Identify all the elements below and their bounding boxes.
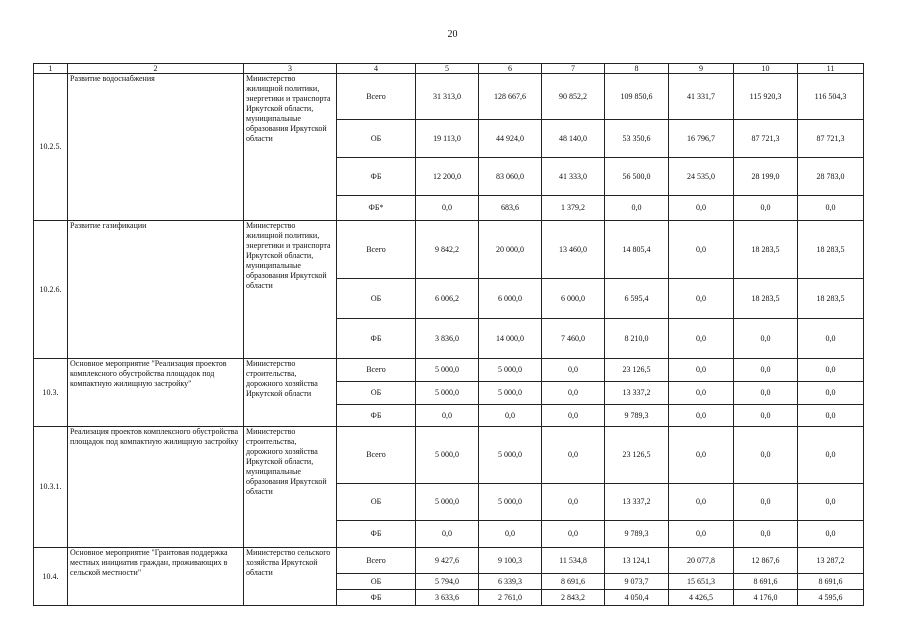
amount-cell: 7 460,0 (542, 319, 605, 359)
amount-cell: 9 842,2 (416, 221, 479, 279)
amount-cell: 18 283,5 (798, 221, 864, 279)
amount-cell: 5 000,0 (416, 382, 479, 405)
amount-cell: 15 651,3 (669, 574, 734, 590)
amount-cell: 14 805,4 (605, 221, 669, 279)
amount-cell: 0,0 (734, 196, 798, 221)
amount-cell: 8 691,6 (542, 574, 605, 590)
amount-cell: 6 000,0 (542, 279, 605, 319)
amount-cell: 56 500,0 (605, 158, 669, 196)
column-header: 5 (416, 64, 479, 74)
amount-cell: 90 852,2 (542, 74, 605, 120)
amount-cell: 20 077,8 (669, 548, 734, 574)
amount-cell: 5 794,0 (416, 574, 479, 590)
amount-cell: 6 000,0 (479, 279, 542, 319)
amount-cell: 9 073,7 (605, 574, 669, 590)
item-code: 10.2.5. (34, 74, 68, 221)
amount-cell: 115 920,3 (734, 74, 798, 120)
amount-cell: 44 924,0 (479, 120, 542, 158)
amount-cell: 0,0 (734, 484, 798, 521)
column-header: 4 (337, 64, 416, 74)
amount-cell: 0,0 (479, 521, 542, 548)
amount-cell: 5 000,0 (479, 484, 542, 521)
table-row (34, 427, 864, 484)
item-name: Основное мероприятие "Реализация проектов комплексного обустройства площадок под компактную жилищную застройку" (68, 359, 244, 427)
item-name: Реализация проектов комплексного обустройства площадок под компактную жилищную застройку (68, 427, 244, 548)
amount-cell: 0,0 (734, 427, 798, 484)
amount-cell: 0,0 (542, 521, 605, 548)
item-name: Развитие водоснабжения (68, 74, 244, 221)
amount-cell: 0,0 (734, 521, 798, 548)
amount-cell: 12 867,6 (734, 548, 798, 574)
amount-cell: 0,0 (479, 405, 542, 427)
amount-cell: 41 333,0 (542, 158, 605, 196)
amount-cell: 1 379,2 (542, 196, 605, 221)
amount-cell: 5 000,0 (479, 427, 542, 484)
amount-cell: 18 283,5 (734, 279, 798, 319)
amount-cell: 3 633,6 (416, 590, 479, 606)
amount-cell: 83 060,0 (479, 158, 542, 196)
funding-source: Всего (337, 359, 416, 382)
item-executor: Министерство сельского хозяйства Иркутской области (244, 548, 337, 606)
amount-cell: 9 427,6 (416, 548, 479, 574)
amount-cell: 13 337,2 (605, 484, 669, 521)
item-name: Основное мероприятие "Грантовая поддержка местных инициатив граждан, проживающих в сельской местности" (68, 548, 244, 606)
amount-cell: 28 783,0 (798, 158, 864, 196)
amount-cell: 41 331,7 (669, 74, 734, 120)
amount-cell: 5 000,0 (416, 359, 479, 382)
amount-cell: 31 313,0 (416, 74, 479, 120)
amount-cell: 0,0 (798, 359, 864, 382)
amount-cell: 18 283,5 (798, 279, 864, 319)
amount-cell: 0,0 (542, 382, 605, 405)
amount-cell: 0,0 (669, 359, 734, 382)
amount-cell: 0,0 (669, 196, 734, 221)
amount-cell: 0,0 (798, 405, 864, 427)
amount-cell: 13 337,2 (605, 382, 669, 405)
amount-cell: 2 843,2 (542, 590, 605, 606)
amount-cell: 0,0 (669, 221, 734, 279)
table-row (34, 359, 864, 382)
amount-cell: 6 339,3 (479, 574, 542, 590)
amount-cell: 0,0 (734, 319, 798, 359)
amount-cell: 9 100,3 (479, 548, 542, 574)
amount-cell: 53 350,6 (605, 120, 669, 158)
funding-source: Всего (337, 221, 416, 279)
column-header: 2 (68, 64, 244, 74)
amount-cell: 48 140,0 (542, 120, 605, 158)
amount-cell: 0,0 (798, 382, 864, 405)
amount-cell: 0,0 (416, 196, 479, 221)
amount-cell: 18 283,5 (734, 221, 798, 279)
amount-cell: 24 535,0 (669, 158, 734, 196)
amount-cell: 0,0 (542, 405, 605, 427)
amount-cell: 0,0 (798, 484, 864, 521)
amount-cell: 0,0 (734, 382, 798, 405)
amount-cell: 109 850,6 (605, 74, 669, 120)
amount-cell: 5 000,0 (416, 427, 479, 484)
amount-cell: 0,0 (669, 427, 734, 484)
amount-cell: 0,0 (669, 382, 734, 405)
amount-cell: 19 113,0 (416, 120, 479, 158)
column-header: 7 (542, 64, 605, 74)
amount-cell: 13 287,2 (798, 548, 864, 574)
amount-cell: 0,0 (605, 196, 669, 221)
amount-cell: 0,0 (542, 427, 605, 484)
funding-source: Всего (337, 548, 416, 574)
column-header: 9 (669, 64, 734, 74)
column-header: 11 (798, 64, 864, 74)
amount-cell: 9 789,3 (605, 405, 669, 427)
amount-cell: 683,6 (479, 196, 542, 221)
amount-cell: 6 595,4 (605, 279, 669, 319)
page-number: 20 (447, 29, 458, 40)
amount-cell: 5 000,0 (479, 382, 542, 405)
amount-cell: 13 124,1 (605, 548, 669, 574)
amount-cell: 5 000,0 (416, 484, 479, 521)
amount-cell: 3 836,0 (416, 319, 479, 359)
amount-cell: 14 000,0 (479, 319, 542, 359)
amount-cell: 2 761,0 (479, 590, 542, 606)
amount-cell: 13 460,0 (542, 221, 605, 279)
column-header: 10 (734, 64, 798, 74)
amount-cell: 0,0 (734, 405, 798, 427)
funding-source: ФБ (337, 158, 416, 196)
table-row (34, 221, 864, 279)
amount-cell: 11 534,8 (542, 548, 605, 574)
amount-cell: 4 176,0 (734, 590, 798, 606)
funding-source: ФБ (337, 405, 416, 427)
table-row (34, 74, 864, 120)
funding-source: ОБ (337, 574, 416, 590)
item-executor: Министерство строительства, дорожного хозяйства Иркутской области (244, 359, 337, 427)
table-row (34, 548, 864, 574)
amount-cell: 87 721,3 (734, 120, 798, 158)
amount-cell: 8 691,6 (798, 574, 864, 590)
amount-cell: 0,0 (798, 196, 864, 221)
column-header: 6 (479, 64, 542, 74)
funding-source: ФБ (337, 590, 416, 606)
funding-source: ФБ (337, 521, 416, 548)
amount-cell: 87 721,3 (798, 120, 864, 158)
amount-cell: 16 796,7 (669, 120, 734, 158)
amount-cell: 0,0 (734, 359, 798, 382)
amount-cell: 0,0 (416, 405, 479, 427)
amount-cell: 0,0 (416, 521, 479, 548)
item-executor: Министерство жилищной политики, энергетики и транспорта Иркутской области, муниципальные образования Иркутской области (244, 221, 337, 359)
amount-cell: 0,0 (542, 484, 605, 521)
funding-source: ОБ (337, 484, 416, 521)
column-header: 3 (244, 64, 337, 74)
amount-cell: 116 504,3 (798, 74, 864, 120)
item-executor: Министерство жилищной политики, энергетики и транспорта Иркутской области, муниципальные образования Иркутской области (244, 74, 337, 221)
budget-table (33, 63, 864, 606)
amount-cell: 8 210,0 (605, 319, 669, 359)
amount-cell: 0,0 (669, 484, 734, 521)
amount-cell: 0,0 (669, 279, 734, 319)
amount-cell: 0,0 (798, 427, 864, 484)
item-code: 10.3.1. (34, 427, 68, 548)
item-code: 10.4. (34, 548, 68, 606)
amount-cell: 8 691,6 (734, 574, 798, 590)
amount-cell: 4 595,6 (798, 590, 864, 606)
item-executor: Министерство строительства, дорожного хозяйства Иркутской области, муниципальные образования Иркутской области (244, 427, 337, 548)
funding-source: ОБ (337, 382, 416, 405)
amount-cell: 0,0 (798, 521, 864, 548)
amount-cell: 5 000,0 (479, 359, 542, 382)
item-code: 10.3. (34, 359, 68, 427)
funding-source: ОБ (337, 279, 416, 319)
funding-source: ФБ (337, 319, 416, 359)
column-header: 8 (605, 64, 669, 74)
header-row (34, 64, 864, 74)
amount-cell: 20 000,0 (479, 221, 542, 279)
amount-cell: 4 426,5 (669, 590, 734, 606)
column-header: 1 (34, 64, 68, 74)
item-code: 10.2.6. (34, 221, 68, 359)
funding-source: ОБ (337, 120, 416, 158)
amount-cell: 0,0 (542, 359, 605, 382)
item-name: Развитие газификации (68, 221, 244, 359)
funding-source: Всего (337, 74, 416, 120)
amount-cell: 0,0 (669, 405, 734, 427)
amount-cell: 0,0 (798, 319, 864, 359)
amount-cell: 9 789,3 (605, 521, 669, 548)
amount-cell: 12 200,0 (416, 158, 479, 196)
amount-cell: 0,0 (669, 521, 734, 548)
amount-cell: 28 199,0 (734, 158, 798, 196)
funding-source: Всего (337, 427, 416, 484)
funding-source: ФБ* (337, 196, 416, 221)
amount-cell: 6 006,2 (416, 279, 479, 319)
amount-cell: 4 050,4 (605, 590, 669, 606)
amount-cell: 128 667,6 (479, 74, 542, 120)
amount-cell: 0,0 (669, 319, 734, 359)
amount-cell: 23 126,5 (605, 359, 669, 382)
amount-cell: 23 126,5 (605, 427, 669, 484)
